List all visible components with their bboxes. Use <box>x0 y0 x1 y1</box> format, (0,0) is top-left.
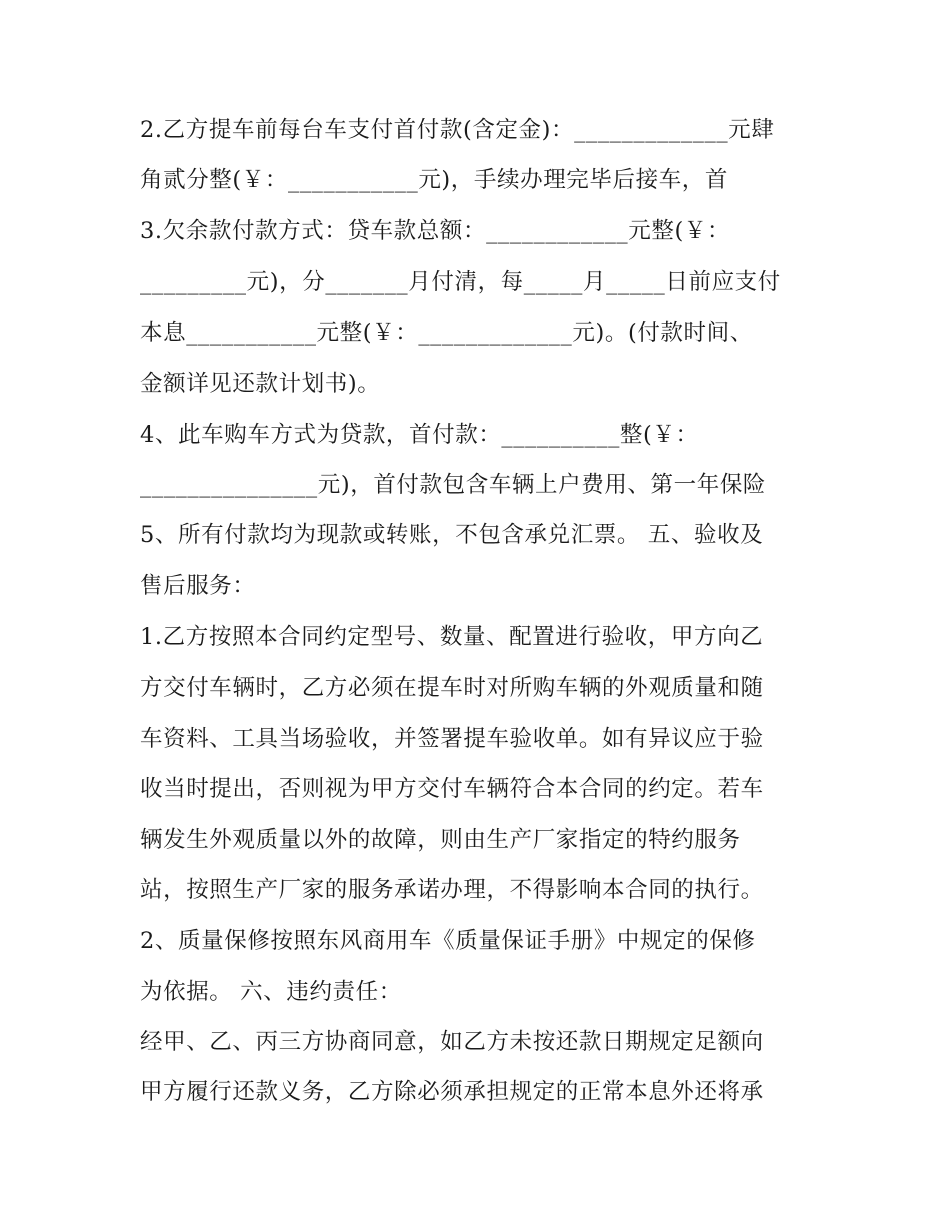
text-line: 收当时提出，否则视为甲方交付车辆符合本合同的约定。若车 <box>140 776 764 802</box>
text-line: 经甲、乙、丙三方协商同意，如乙方未按还款日期规定足额向 <box>140 1029 764 1055</box>
text-line: 站，按照生产厂家的服务承诺办理，不得影响本合同的执行。 <box>140 877 764 903</box>
text-line: 2、质量保修按照东风商用车《质量保证手册》中规定的保修 <box>140 928 756 954</box>
text-line: 3.欠余款付款方式：贷车款总额：____________元整(￥： <box>140 218 731 244</box>
text-line: 2.乙方提车前每台车支付首付款(含定金)：_____________元肆 <box>140 117 775 143</box>
text-line: 车资料、工具当场验收，并签署提车验收单。如有异议应于验 <box>140 726 764 752</box>
text-line: 4、此车购车方式为贷款，首付款：__________整(￥： <box>140 422 699 448</box>
text-line: _________元)，分_______月付清，每_____月_____日前应支付 <box>140 269 781 295</box>
text-line: _______________元)，首付款包含车辆上户费用、第一年保险 <box>140 472 767 498</box>
text-line: 1.乙方按照本合同约定型号、数量、配置进行验收，甲方向乙 <box>140 624 764 650</box>
text-line: 为依据。 六、违约责任： <box>140 979 402 1005</box>
text-line: 金额详见还款计划书)。 <box>140 371 381 397</box>
text-line: 甲方履行还款义务，乙方除必须承担规定的正常本息外还将承 <box>140 1079 764 1105</box>
text-line: 角贰分整(￥：___________元)，手续办理完毕后接车，首 <box>140 167 729 193</box>
text-line: 本息___________元整(￥：_____________元)。(付款时间、 <box>140 320 753 346</box>
text-line: 5、所有付款均为现款或转账，不包含承兑汇票。 五、验收及 <box>140 522 764 548</box>
text-line: 辆发生外观质量以外的故障，则由生产厂家指定的特约服务 <box>140 827 741 853</box>
text-line: 方交付车辆时，乙方必须在提车时对所购车辆的外观质量和随 <box>140 675 764 701</box>
text-line: 售后服务： <box>140 573 256 599</box>
